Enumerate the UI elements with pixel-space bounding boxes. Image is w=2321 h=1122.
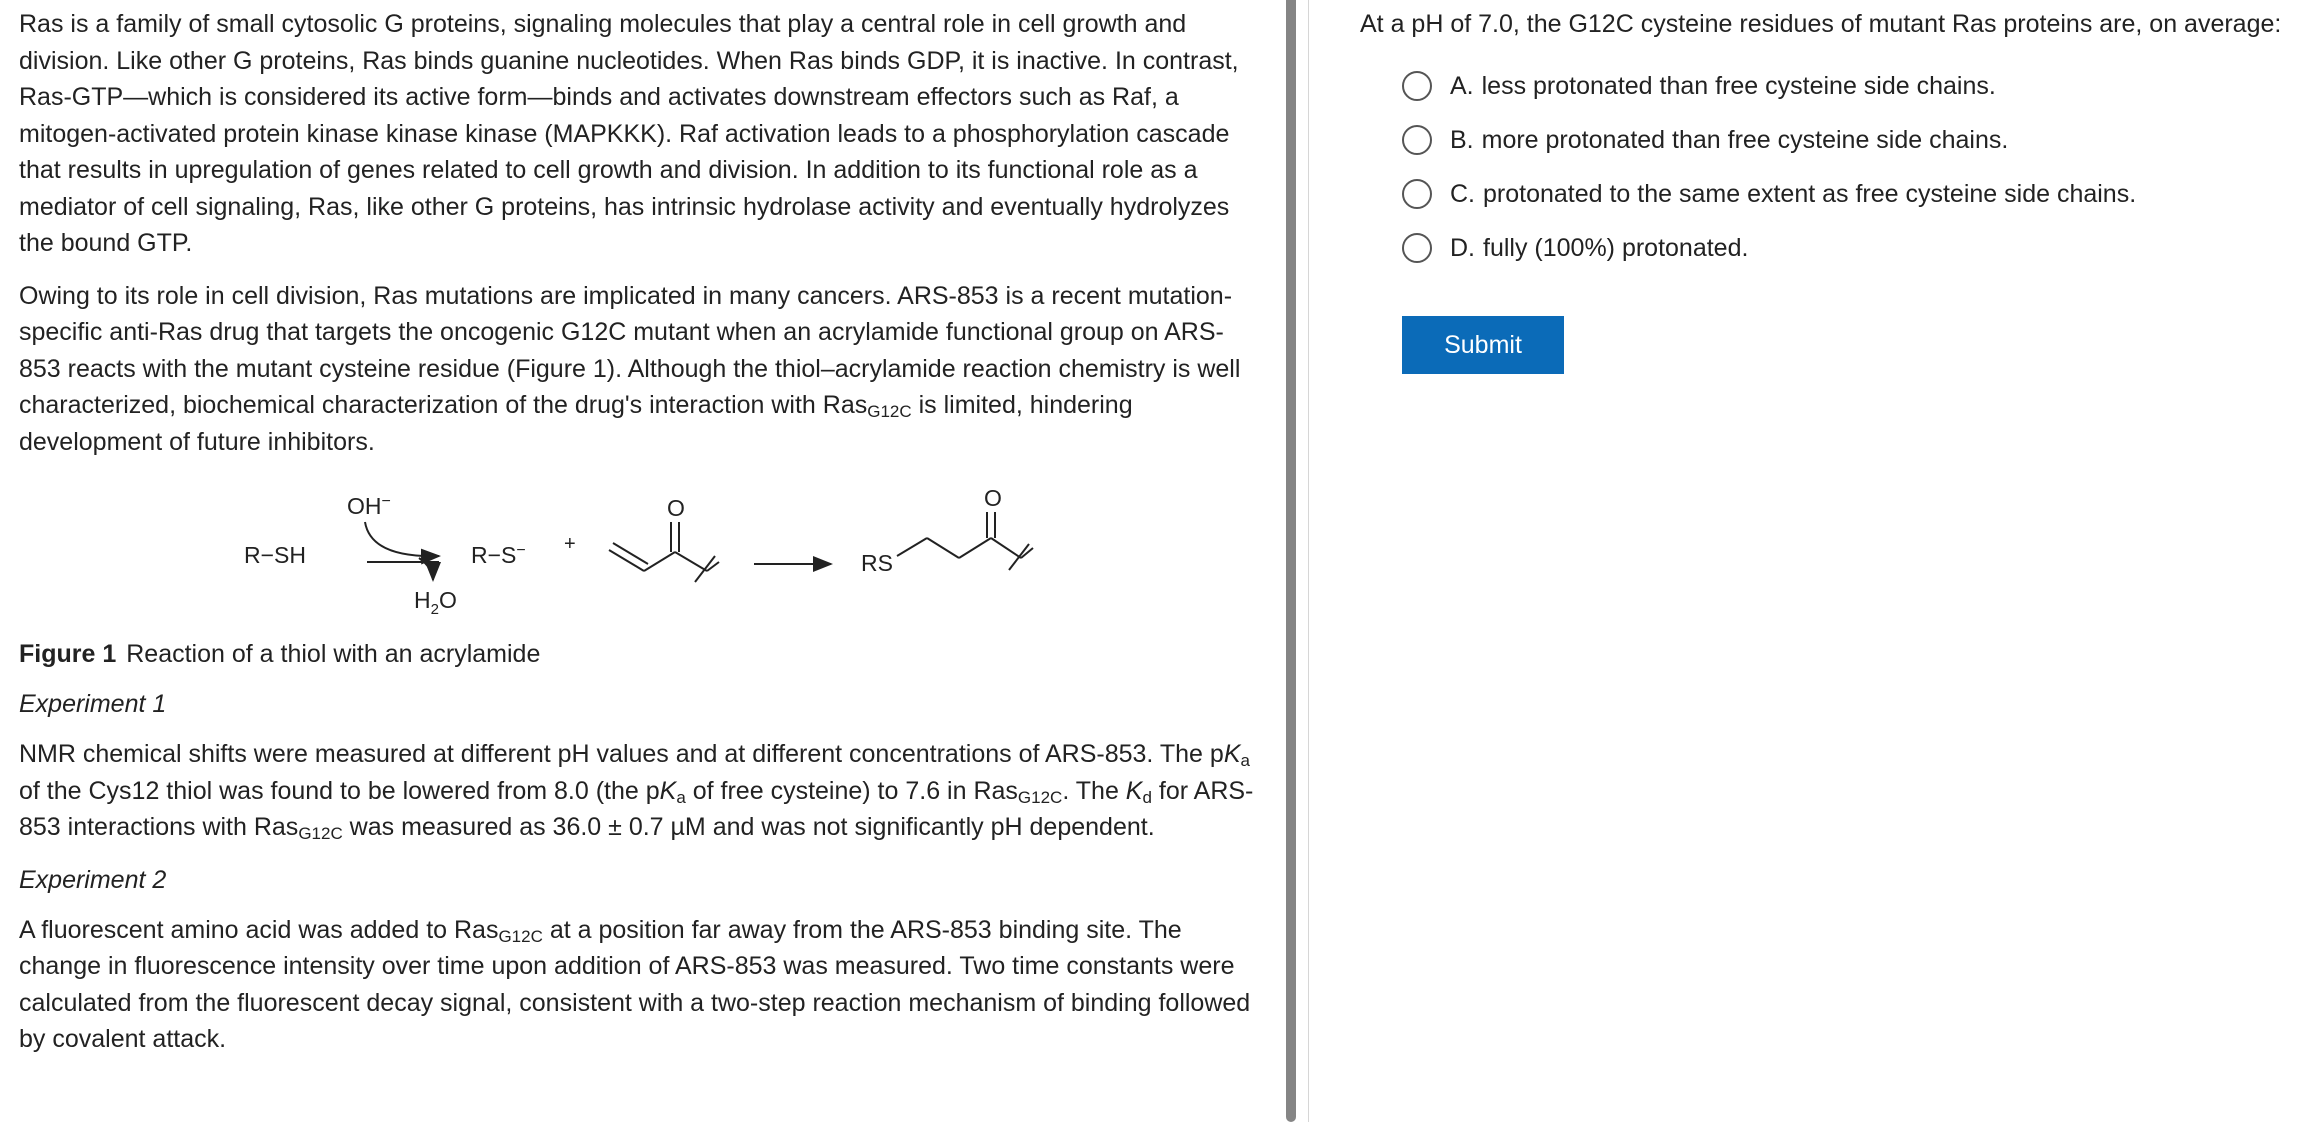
scheme-curved-arrow <box>365 522 439 556</box>
submit-button[interactable]: Submit <box>1402 316 1564 374</box>
radio-button-b[interactable] <box>1402 125 1432 155</box>
exp1-text-a: NMR chemical shifts were measured at different pH values and at different concentrations of ARS-853. The p <box>19 740 1224 768</box>
experiment-2-paragraph <box>19 912 1265 1058</box>
exp2-subscript-g12c: G12C <box>498 926 543 946</box>
passage-p2-text-a: Owing to its role in cell division, Ras mutations are implicated in many cancers. ARS-853 is a recent mutation-specific anti-Ras drug that targets the oncogenic G12C mutant when an acrylamide functional group on ARS-853 reacts with the mutant cysteine residue (Figure 1). Although the thiol–acrylamide reaction chemistry is well characterized, biochemical characterization of the drug's interaction with Ras <box>19 281 1241 419</box>
figure-1-caption-text: Reaction of a thiol with an acrylamide <box>126 640 541 668</box>
answer-option-b[interactable] <box>1360 122 2321 158</box>
passage-p2-subscript: G12C <box>867 402 912 421</box>
option-c-letter: C. <box>1450 179 1475 208</box>
option-d-text: fully (100%) protonated. <box>1483 233 1749 262</box>
scheme-thiolate-label: R−S− <box>471 542 526 568</box>
scheme-hydroxide-label: OH− <box>347 493 391 519</box>
option-c-text: protonated to the same extent as free cysteine side chains. <box>1483 179 2137 208</box>
exp1-text-d: . The <box>1062 776 1126 805</box>
question-panel <box>1360 6 2321 1116</box>
scheme-acrylamide-oxygen: O <box>667 495 685 521</box>
radio-button-c[interactable] <box>1402 179 1432 209</box>
exp1-subscript-g12c-1: G12C <box>1017 787 1063 807</box>
scheme-product-oxygen: O <box>984 485 1002 511</box>
exp1-text-e: for ARS-853 interactions with Ras <box>19 776 1254 841</box>
answer-option-c[interactable] <box>1360 176 2321 212</box>
scheme-product-rs-label: RS <box>861 550 893 576</box>
passage-paragraph-1: Ras is a family of small cytosolic G proteins, signaling molecules that play a central role in cell growth and division. Like other G proteins, Ras binds guanine nucleotides. When Ras binds GDP, it is inactive. In contrast, Ras-GTP—which is considered its active form—binds and activates downstream effectors such as Raf, a mitogen-activated protein kinase kinase kinase (MAPKKK). Raf activation leads to a phosphorylation cascade that results in upregulation of genes related to cell growth and division. In addition to its functional role as a mediator of cell signaling, Ras, like other G proteins, has intrinsic hydrolase activity and eventually hydrolyzes the bound GTP. <box>19 10 1239 257</box>
scheme-water-label: $H_2O$ <box>414 587 457 618</box>
exp1-text-f: was measured as 36.0 ± 0.7 µM and was not significantly pH dependent. <box>342 813 1155 841</box>
exp1-subscript-g12c-2: G12C <box>298 824 343 843</box>
option-a-letter: A. <box>1450 71 1474 100</box>
answer-option-a[interactable] <box>1360 68 2321 104</box>
figure-1-label: Figure 1 <box>19 640 117 668</box>
radio-button-d[interactable] <box>1402 233 1432 263</box>
scheme-rsh-label: R−SH <box>244 542 306 568</box>
experiment-1-paragraph <box>19 736 1265 846</box>
passage-p2-text-b: is limited, hindering development of future inhibitors. <box>19 391 1133 456</box>
scheme-product-structure <box>897 512 1033 570</box>
option-d-letter: D. <box>1450 233 1475 262</box>
experiment-1-heading: Experiment 1 <box>19 690 167 718</box>
exp1-subscript-a2: a <box>676 787 686 807</box>
panel-divider-scrollbar[interactable] <box>1286 0 1296 1122</box>
exp1-subscript-d: d <box>1142 787 1152 807</box>
exp1-k-symbol-2: K <box>659 776 677 805</box>
scheme-acrylamide-structure <box>609 522 719 582</box>
exp1-k-symbol: K <box>1223 740 1241 768</box>
passage-paragraph-2 <box>19 278 1265 461</box>
option-a-text: less protonated than free cysteine side chains. <box>1481 71 1996 100</box>
answer-option-d[interactable] <box>1360 230 2321 266</box>
exp1-subscript-a1: a <box>1240 751 1250 770</box>
figure-1-reaction-scheme <box>19 472 1259 628</box>
experiment-2-heading: Experiment 2 <box>19 865 167 894</box>
exp1-kd-symbol: K <box>1125 776 1143 805</box>
exp2-text-b: at a position far away from the ARS-853 binding site. The change in fluorescence intensity over time upon addition of ARS-853 was measured. Two time constants were calculated from the fluorescent decay signal, consistent with a two-step reaction mechanism of binding followed by covalent attack. <box>19 915 1251 1053</box>
option-b-letter: B. <box>1450 125 1474 154</box>
scheme-plus-sign: + <box>564 533 576 555</box>
question-stem: At a pH of 7.0, the G12C cysteine residues of mutant Ras proteins are, on average: <box>1360 10 2282 38</box>
figure-1-caption <box>19 636 1265 672</box>
option-b-text: more protonated than free cysteine side chains. <box>1481 125 2009 154</box>
exp1-text-b: of the Cys12 thiol was found to be lowered from 8.0 (the p <box>19 776 660 805</box>
radio-button-a[interactable] <box>1402 71 1432 101</box>
exp1-text-c: of free cysteine) to 7.6 in Ras <box>685 776 1018 805</box>
panel-divider-line <box>1308 0 1309 1122</box>
exp2-text-a: A fluorescent amino acid was added to Ras <box>19 915 499 944</box>
